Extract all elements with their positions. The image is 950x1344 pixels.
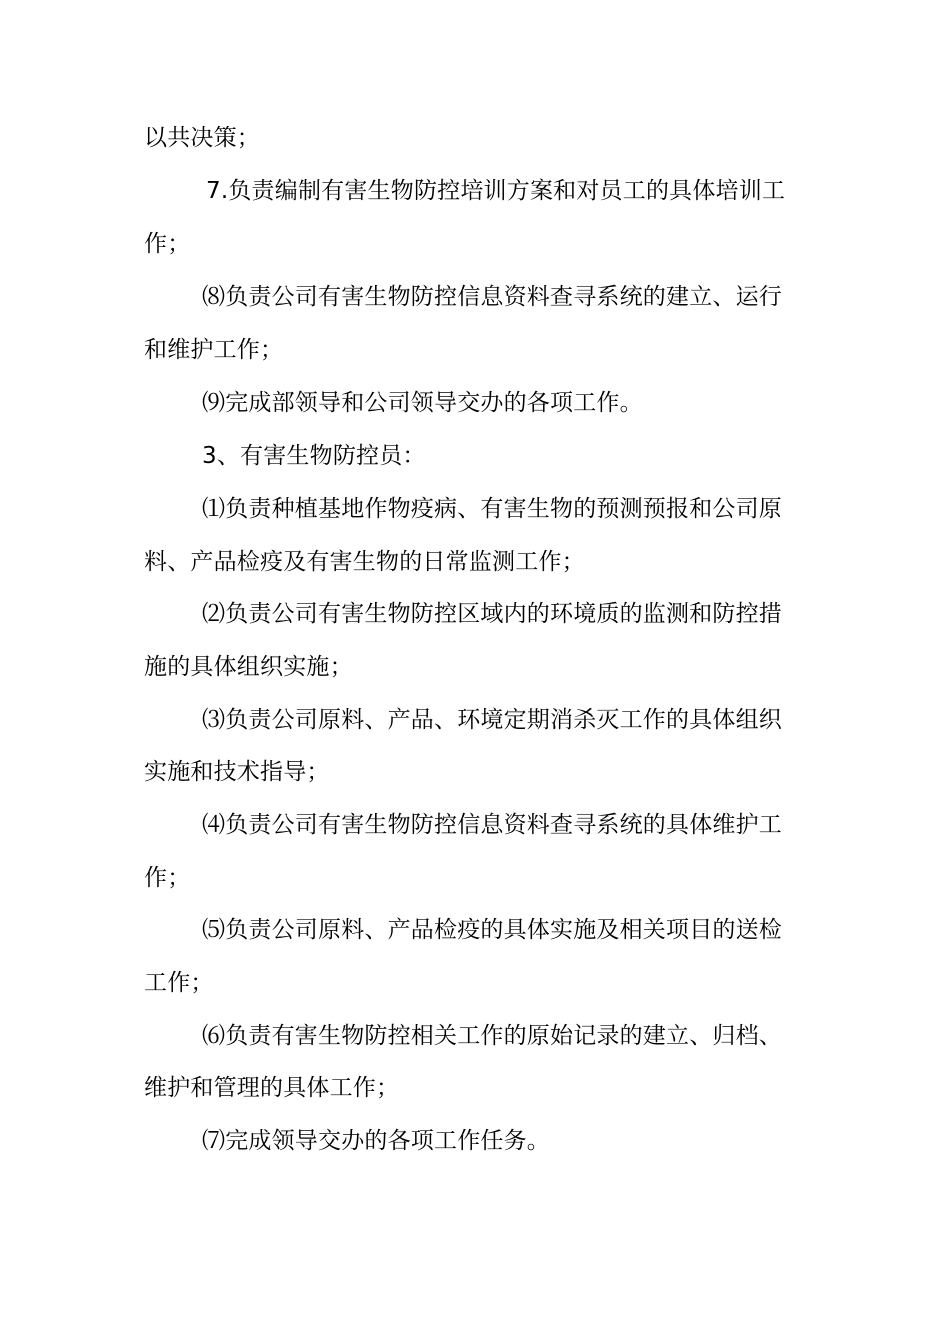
text-line: 实施和技术指导； [144, 759, 330, 785]
text-line: ⑼完成部领导和公司领导交办的各项工作。 [202, 390, 643, 416]
text-line: 作； [144, 231, 191, 257]
text-line: 施的具体组织实施； [144, 654, 353, 680]
text-line: 作； [144, 865, 191, 891]
text-line: ⑴负责种植基地作物疫病、有害生物的预测预报和公司原 [202, 496, 782, 522]
text-line: ⑶负责公司原料、产品、环境定期消杀灭工作的具体组织 [202, 707, 782, 733]
text-line: 以共决策； [144, 125, 260, 151]
text-line: 维护和管理的具体工作； [144, 1075, 400, 1101]
text-line: 和维护工作； [144, 337, 284, 363]
text-line: ⑹负责有害生物防控相关工作的原始记录的建立、归档、 [202, 1023, 782, 1049]
text-line: ⑺完成领导交办的各项工作任务。 [202, 1128, 550, 1154]
text-line: ⑷负责公司有害生物防控信息资料查寻系统的具体维护工 [202, 812, 782, 838]
text-line: 3、有害生物防控员： [202, 443, 426, 469]
text-line: ⑸负责公司原料、产品检疫的具体实施及相关项目的送检 [202, 917, 782, 943]
text-line: 7.负责编制有害生物防控培训方案和对员工的具体培训工 [206, 178, 786, 204]
text-line: ⑵负责公司有害生物防控区域内的环境质的监测和防控措 [202, 601, 782, 627]
text-line: ⑻负责公司有害生物防控信息资料查寻系统的建立、运行 [202, 284, 782, 310]
text-line: 工作； [144, 970, 214, 996]
text-line: 料、产品检疫及有害生物的日常监测工作； [144, 549, 585, 575]
